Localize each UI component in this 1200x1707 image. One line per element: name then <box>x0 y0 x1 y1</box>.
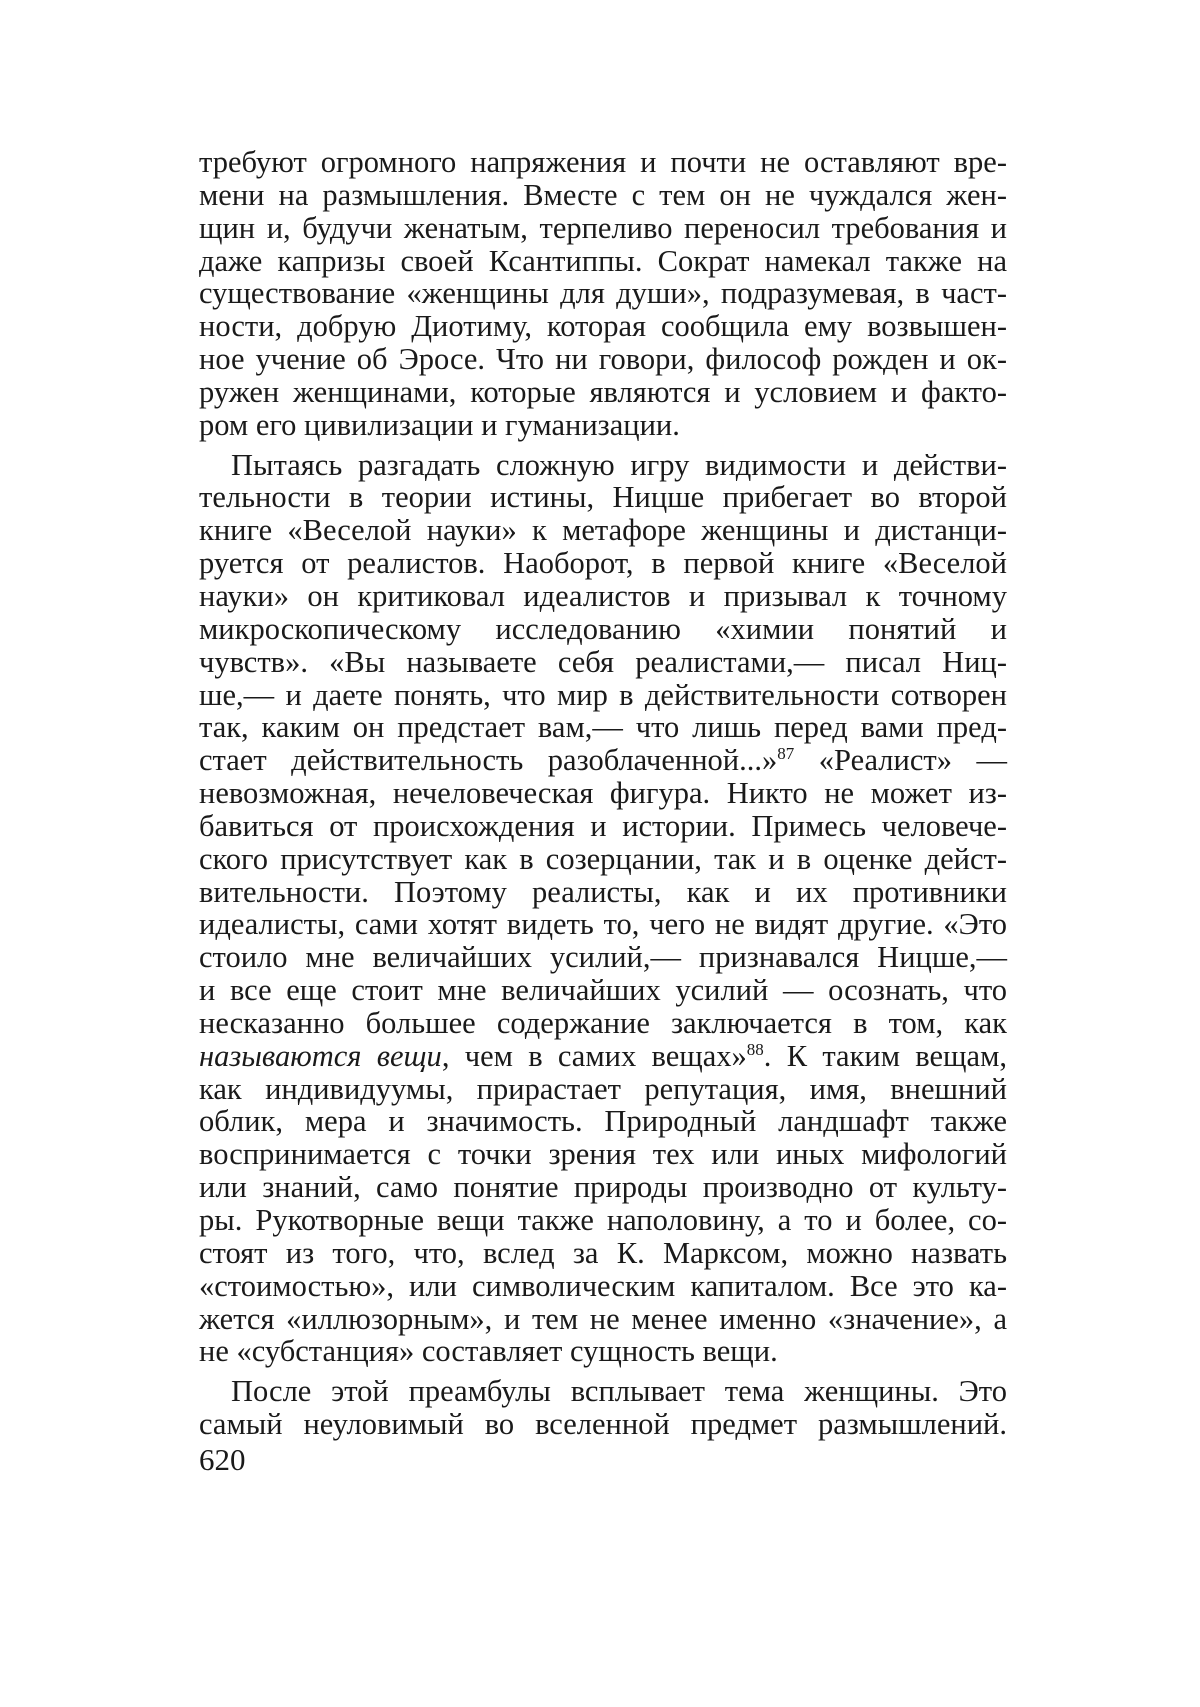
text-line: Пытаясь разгадать сложную игру видимости и действи- <box>231 447 1007 482</box>
text-line: «стоимостью», или символическим капиталом. Все это ка- <box>199 1268 1007 1303</box>
paragraph <box>199 1375 1007 1441</box>
text-line: самый неуловимый во вселенной предмет размышлений. <box>199 1407 1007 1442</box>
text-line: ше,— и даете понять, что мир в действительности сотворен <box>199 677 1007 712</box>
text-fragment: стает действительность разоблаченной...» <box>199 743 778 778</box>
text-fragment: «Реалист» — <box>818 743 1008 778</box>
paragraph <box>199 449 1007 1369</box>
text-line: облик, мера и значимость. Природный ландшафт также <box>199 1104 1007 1139</box>
paragraph <box>199 146 1007 442</box>
text-line: ром его цивилизации и гуманизации. <box>199 407 680 442</box>
text-line: вительности. Поэтому реалисты, как и их противники <box>199 874 1007 909</box>
text-fragment: . К таким вещам, <box>763 1038 1008 1073</box>
text-fragment: , чем в самих вещах» <box>441 1038 747 1073</box>
text-line: невозможная, нечеловеческая фигура. Никто не может из- <box>199 776 1007 811</box>
text-line: ры. Рукотворные вещи также наполовину, а то и более, со- <box>199 1203 1007 1237</box>
footnote-marker[interactable]: 88 <box>746 1039 764 1059</box>
text-line: жется «иллюзорным», и тем не менее именно «значение», а <box>199 1301 1007 1336</box>
text-line: тельности в теории истины, Ницше прибегает во второй <box>199 480 1007 515</box>
text-line: щин и, будучи женатым, терпеливо переносил требования и <box>199 210 1007 245</box>
text-line: микроскопическому исследованию «химии понятий и <box>199 611 1007 646</box>
text-line: воспринимается с точки зрения тех или иных мифологий <box>199 1137 1007 1172</box>
text-line: бавиться от происхождения и истории. Примесь человече- <box>199 808 1007 843</box>
text-line <box>199 744 1007 777</box>
text-line: ности, добрую Диотиму, которая сообщила ему возвышен- <box>199 309 1007 344</box>
text-line: мени на размышления. Вместе с тем он не чуждался жен- <box>199 177 1007 212</box>
text-line: как индивидуумы, прирастает репутация, имя, внешний <box>199 1071 1007 1106</box>
footnote-marker[interactable]: 87 <box>777 744 795 764</box>
page-number: 620 <box>199 1442 246 1477</box>
italic-emphasis: называются вещи <box>199 1038 442 1073</box>
text-line: руется от реалистов. Наоборот, в первой книге «Веселой <box>199 546 1007 581</box>
text-line: требуют огромного напряжения и почти не оставляют вре- <box>199 145 1007 179</box>
text-line: и все еще стоит мне величайших усилий — осознать, что <box>199 973 1007 1008</box>
text-line <box>199 1040 1007 1073</box>
text-line: существование «женщины для души», подразумевая, в част- <box>199 276 1007 311</box>
text-line: науки» он критиковал идеалистов и призывал к точному <box>199 578 1007 613</box>
text-line: даже капризы своей Ксантиппы. Сократ намекал также на <box>199 243 1007 278</box>
text-line: книге «Веселой науки» к метафоре женщины и дистанци- <box>199 513 1007 548</box>
text-line: стоят из того, что, вслед за К. Марксом, можно назвать <box>199 1235 1007 1270</box>
text-line: ное учение об Эросе. Что ни говори, философ рожден и ок- <box>199 342 1007 377</box>
text-line: идеалисты, сами хотят видеть то, чего не видят другие. «Это <box>199 907 1007 942</box>
text-line: не «субстанция» составляет сущность вещи. <box>199 1334 778 1369</box>
text-line: После этой преамбулы всплывает тема женщины. Это <box>231 1374 1007 1409</box>
text-line: ружен женщинами, которые являются и условием и факто- <box>199 374 1007 409</box>
text-line: стоило мне величайших усилий,— признавался Ницше,— <box>199 940 1007 975</box>
text-line: так, каким он предстает вам,— что лишь перед вами пред- <box>199 710 1007 745</box>
text-line: чувств». «Вы называете себя реалистами,— писал Ниц- <box>199 644 1007 679</box>
text-line: или знаний, само понятие природы производно от культу- <box>199 1170 1007 1205</box>
text-line: несказанно большее содержание заключается в том, как <box>199 1005 1007 1040</box>
text-line: ского присутствует как в созерцании, так и в оценке дейст- <box>199 841 1007 876</box>
body-text <box>199 146 1007 1441</box>
